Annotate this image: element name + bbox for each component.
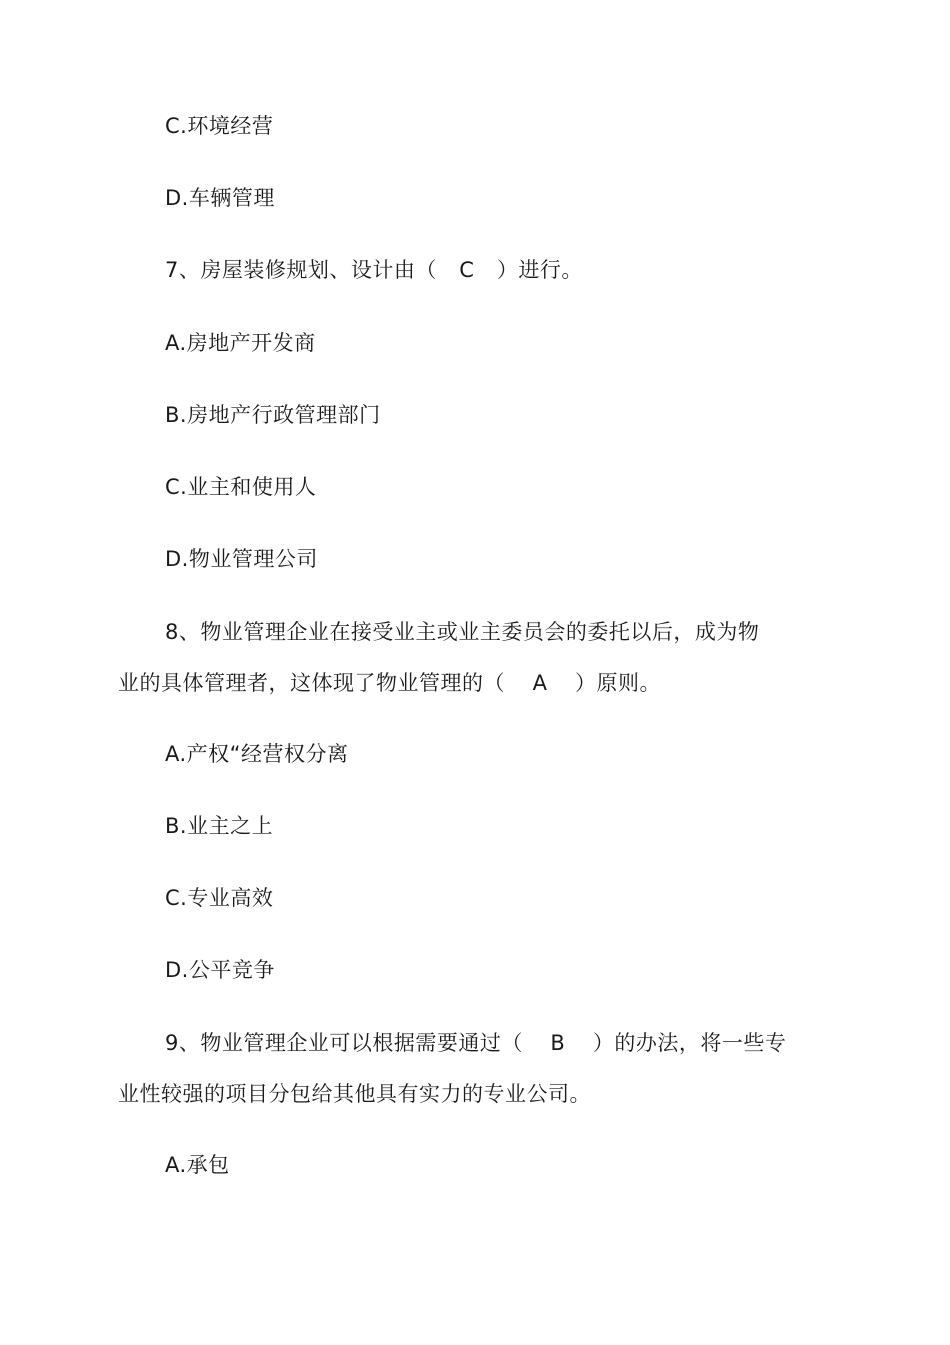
option-b-q7: B.房地产行政管理部门 <box>165 403 381 427</box>
question-9-line-1 <box>165 1029 786 1057</box>
option-d-q6: D.车辆管理 <box>165 186 275 210</box>
option-b-q8: B.业主之上 <box>165 814 274 838</box>
option-c-q6: C.环境经营 <box>165 114 274 138</box>
question-7-text-post: ）进行。 <box>496 258 583 282</box>
question-9-text-post: ）的办法，将一些专 <box>592 1031 787 1055</box>
option-a-q8: A.产权“经营权分离 <box>165 742 349 766</box>
question-7 <box>165 256 583 284</box>
question-8-line-2 <box>118 669 661 697</box>
option-c-q7: C.业主和使用人 <box>165 475 317 499</box>
question-8-answer: A <box>532 671 548 695</box>
question-8-text-post: ）原则。 <box>575 671 661 695</box>
option-d-q7: D.物业管理公司 <box>165 547 318 571</box>
question-7-text-pre: 7、房屋装修规划、设计由（ <box>165 258 437 282</box>
question-8-text-pre: 业的具体管理者，这体现了物业管理的（ <box>118 671 505 695</box>
question-9-line-2: 业性较强的项目分包给其他具有实力的专业公司。 <box>118 1082 591 1106</box>
option-a-q7: A.房地产开发商 <box>165 331 316 355</box>
question-7-answer: C <box>459 258 475 282</box>
option-c-q8: C.专业高效 <box>165 886 274 910</box>
question-9-answer: B <box>550 1031 566 1055</box>
question-8-line-1: 8、物业管理企业在接受业主或业主委员会的委托以后，成为物 <box>165 620 760 644</box>
option-a-q9: A.承包 <box>165 1153 230 1177</box>
question-9-text-pre: 9、物业管理企业可以根据需要通过（ <box>165 1031 523 1055</box>
option-d-q8: D.公平竞争 <box>165 958 275 982</box>
